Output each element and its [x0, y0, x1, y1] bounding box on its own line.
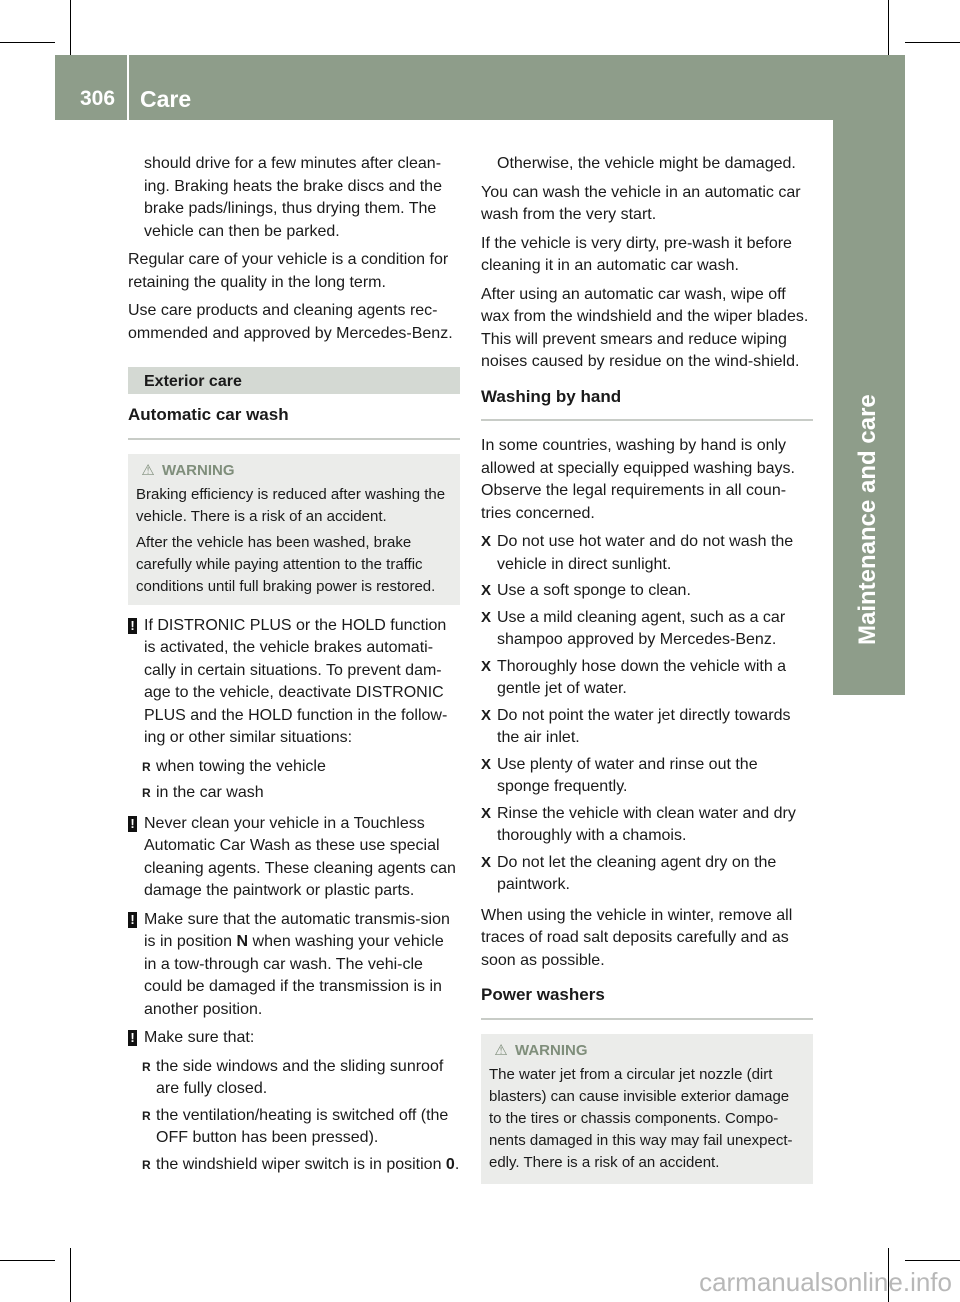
bullet-text: when towing the vehicle: [156, 757, 326, 775]
instruction-step: [481, 531, 813, 576]
header-divider: [127, 55, 129, 120]
bullet-text: the windshield wiper switch is in position: [156, 1155, 446, 1173]
warning-box: [481, 1034, 813, 1184]
warning-header: [136, 460, 452, 482]
bullet-bold: 0: [445, 1155, 455, 1173]
step-text: Rinse the vehicle with clean water and dry thoroughly with a chamois.: [497, 804, 796, 844]
bullet-item: [128, 1154, 460, 1177]
bullet-item: [128, 756, 460, 779]
subheading: Power washers: [481, 984, 813, 1020]
bullet-icon: R: [142, 759, 151, 774]
instruction-step: [481, 803, 813, 848]
page-number: 306: [80, 87, 116, 110]
step-arrow-icon: X: [481, 804, 492, 822]
instruction-step: [481, 852, 813, 897]
note: [128, 1027, 460, 1050]
note-bold: N: [236, 933, 249, 950]
exclamation-icon: !: [128, 618, 137, 634]
paragraph: When using the vehicle in winter, remove all traces of road salt deposits carefully and as soon as possible.: [481, 906, 793, 969]
paragraph: In some countries, washing by hand is only allowed at specially equipped washing bays. Observe the legal requirements in all coun-tries concerned.: [481, 437, 795, 522]
bullet-icon: R: [142, 786, 151, 800]
exclamation-icon: !: [128, 816, 137, 832]
step-arrow-icon: X: [481, 853, 492, 871]
warning-triangle-icon: ⚠: [494, 1041, 508, 1059]
crop-mark: [0, 1260, 55, 1261]
warning-box: [128, 454, 460, 605]
step-text: Do not use hot water and do not wash the vehicle in direct sunlight.: [497, 533, 794, 573]
subheading: Automatic car wash: [128, 404, 460, 440]
step-arrow-icon: X: [481, 755, 492, 773]
paragraph: You can wash the vehicle in an automatic car wash from the very start.: [481, 183, 801, 223]
bullet-item: [128, 1056, 460, 1101]
note-text: Make sure that the automatic transmis-sion is in position: [144, 910, 450, 950]
step-arrow-icon: X: [481, 582, 492, 599]
bullet-item: [128, 1105, 460, 1150]
instruction-step: [481, 754, 813, 799]
bullet-text: the side windows and the sliding sunroof are fully closed.: [156, 1057, 444, 1097]
note: [128, 813, 460, 903]
crop-mark: [905, 1260, 960, 1261]
exclamation-icon: !: [128, 912, 137, 928]
side-tab-label: Maintenance and care: [854, 394, 881, 645]
paragraph: After using an automatic car wash, wipe off wax from the windshield and the wiper blades. This will prevent smears and reduce wiping noises caused by residue on the wind-shield.: [481, 285, 809, 370]
bullet-text: the ventilation/heating is switched off (the OFF button has been pressed).: [156, 1106, 449, 1146]
right-column: [481, 153, 813, 1194]
continued-paragraph: should drive for a few minutes after clean-ing. Braking heats the brake discs and the brake pads/linings, thus drying them. The vehicle can then be parked.: [144, 155, 442, 240]
bullet-text: .: [454, 1155, 460, 1173]
step-arrow-icon: X: [481, 533, 492, 550]
warning-triangle-icon: ⚠: [141, 461, 155, 479]
page-title: Care: [140, 86, 192, 112]
step-arrow-icon: X: [481, 608, 492, 626]
bullet-icon: R: [142, 1157, 151, 1172]
step-text: Thoroughly hose down the vehicle with a gentle jet of water.: [497, 657, 787, 697]
crop-mark: [70, 1248, 71, 1302]
bullet-item: [128, 782, 460, 805]
crop-mark: [70, 0, 71, 55]
step-text: Use a soft sponge to clean.: [497, 582, 691, 599]
left-column: [128, 153, 460, 1180]
crop-mark: [888, 0, 889, 55]
step-text: Use plenty of water and rinse out the sponge frequently.: [497, 755, 758, 795]
warning-label: WARNING: [515, 1041, 588, 1059]
warning-header: [489, 1040, 805, 1062]
step-arrow-icon: X: [481, 706, 492, 724]
note: [128, 615, 460, 750]
crop-mark: [905, 42, 960, 43]
crop-mark: [0, 42, 55, 43]
warning-label: WARNING: [162, 461, 235, 479]
subheading: Washing by hand: [481, 386, 813, 422]
warning-text: Braking efficiency is reduced after washing the vehicle. There is a risk of an accident.: [136, 485, 446, 525]
instruction-step: [481, 580, 813, 603]
note-text: when washing your vehicle in a tow-through car wash. The vehi-cle could be damaged if the transmission is in another position.: [144, 933, 444, 1018]
bullet-icon: R: [142, 1108, 151, 1123]
note: [128, 909, 460, 1022]
note-text: Never clean your vehicle in a Touchless Automatic Car Wash as these use special cleaning agents. These cleaning agents can damage the paintwork or plastic parts.: [144, 814, 456, 899]
bullet-icon: R: [142, 1059, 151, 1074]
step-arrow-icon: X: [481, 657, 492, 675]
step-text: Do not let the cleaning agent dry on the paintwork.: [497, 853, 777, 893]
note-text: If DISTRONIC PLUS or the HOLD function is activated, the vehicle brakes automati-cally in certain situations. To prevent dam-age to the vehicle, deactivate DISTRONIC PLUS and the HOLD function in the follow-ing or other similar situations:: [144, 616, 448, 746]
warning-text: After the vehicle has been washed, brake carefully while paying attention to the traffic conditions until full braking power is restored.: [136, 533, 436, 595]
paragraph: If the vehicle is very dirty, pre-wash it before cleaning it in an automatic car wash.: [481, 234, 792, 274]
instruction-step: [481, 705, 813, 750]
watermark: carmanualsonline.info: [699, 1267, 952, 1297]
bullet-text: in the car wash: [156, 784, 264, 801]
step-text: Use a mild cleaning agent, such as a car shampoo approved by Mercedes-Benz.: [497, 608, 786, 648]
step-text: Do not point the water jet directly towards the air inlet.: [497, 706, 791, 746]
paragraph: Regular care of your vehicle is a condition for retaining the quality in the long term.: [128, 251, 449, 291]
instruction-step: [481, 607, 813, 652]
continued-paragraph: Otherwise, the vehicle might be damaged.: [497, 155, 796, 172]
warning-text: The water jet from a circular jet nozzle (dirt blasters) can cause invisible exterior damage to the tires or chassis components. Compo-nents damaged in this way may fail unexpect-edly. There is a risk of an accident.: [489, 1065, 793, 1171]
note-text: Make sure that:: [144, 1029, 255, 1046]
section-heading-bar: Exterior care: [128, 367, 460, 394]
instruction-step: [481, 656, 813, 701]
exclamation-icon: !: [128, 1030, 137, 1046]
paragraph: Use care products and cleaning agents rec-ommended and approved by Mercedes-Benz.: [128, 302, 453, 342]
